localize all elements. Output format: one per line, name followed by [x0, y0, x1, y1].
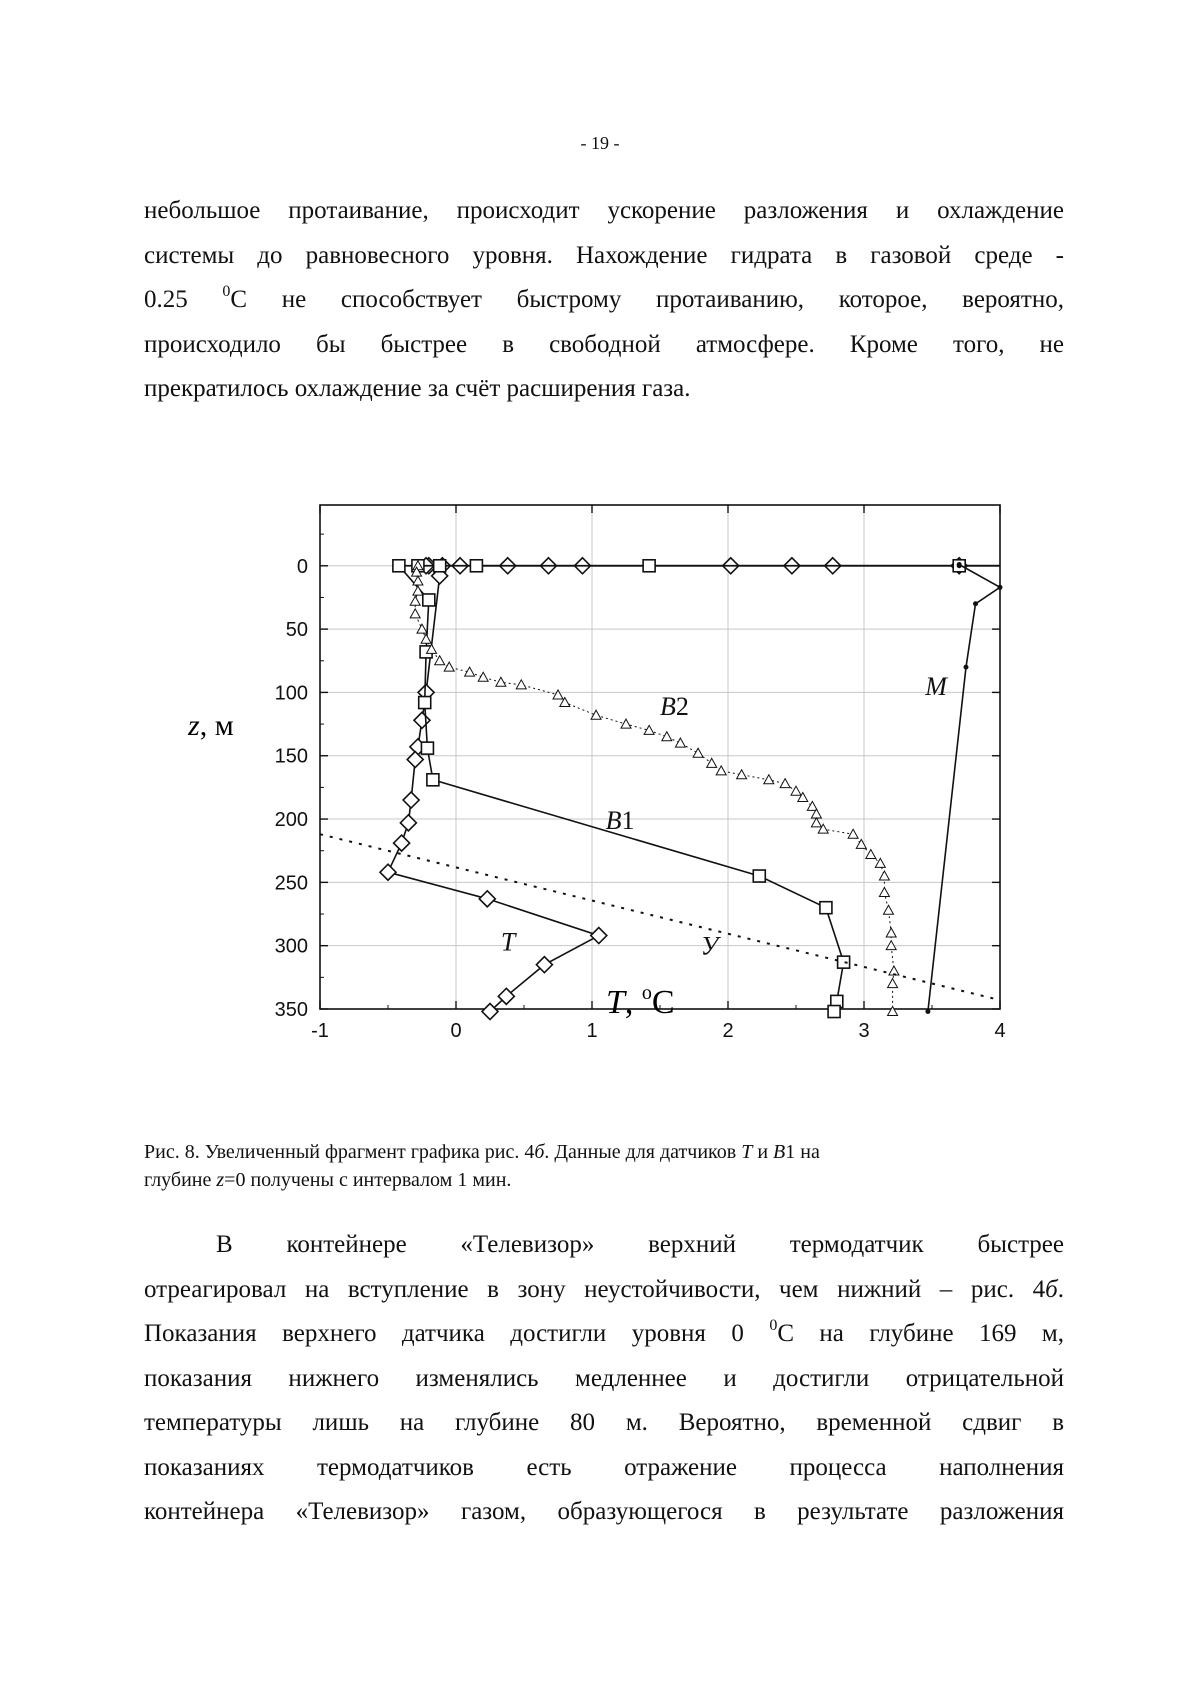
- marker-diamond: [591, 928, 607, 944]
- marker-triangle: [421, 634, 431, 643]
- text-line: Показания верхнего датчика достигли уровня 0 $^0$C на глубине 169 м,: [144, 1316, 1064, 1347]
- text-line: прекратилось охлаждение за счёт расширения газа.: [144, 375, 691, 402]
- marker-diamond: [479, 891, 495, 907]
- axis-ticks: [275, 505, 1006, 1042]
- x-tick-label: -1: [311, 1020, 329, 1042]
- curve-labels: [501, 672, 948, 961]
- caption-line-1: Рис. 8. Увеличенный фрагмент графика рис. 4б. Данные для датчиков T и B1 на: [144, 1141, 820, 1163]
- text-line: показаниях термодатчиков есть отражение процесса наполнения: [144, 1453, 1064, 1481]
- marker-triangle: [848, 829, 858, 838]
- curve-label: M: [925, 671, 947, 701]
- marker-triangle: [888, 1007, 898, 1016]
- degree-sup: 0: [769, 1316, 778, 1334]
- y-tick-label: 150: [274, 745, 308, 768]
- marker-square: [820, 902, 832, 914]
- curve-label: У: [700, 931, 719, 961]
- y-tick-label: 0: [296, 555, 308, 578]
- degree-sup: 0: [222, 282, 231, 300]
- curve-label: B1: [605, 806, 635, 836]
- marker-triangle: [413, 576, 423, 585]
- marker-triangle: [883, 905, 893, 914]
- marker-triangle: [764, 775, 774, 784]
- marker-triangle: [591, 710, 601, 719]
- text-line: контейнера «Телевизор» газом, образующегося в результате разложения: [144, 1498, 1064, 1525]
- marker-dot: [964, 665, 969, 670]
- text-line: происходило бы быстрее в свободной атмосфере. Кроме того, не: [144, 330, 1064, 358]
- marker-diamond: [394, 835, 410, 851]
- x-tick-label: 0: [450, 1020, 462, 1042]
- marker-triangle: [866, 850, 876, 859]
- x-tick-label: 1: [586, 1020, 598, 1042]
- marker-triangle: [621, 719, 631, 728]
- figure-caption: [144, 1138, 1044, 1194]
- marker-diamond: [414, 712, 430, 728]
- marker-triangle: [780, 779, 790, 788]
- marker-square: [393, 560, 405, 572]
- marker-triangle: [879, 871, 889, 880]
- plot-frame: [320, 505, 1000, 1009]
- marker-diamond: [400, 815, 416, 831]
- marker-triangle: [707, 758, 717, 767]
- marker-square: [753, 870, 765, 882]
- series-line: [928, 565, 1000, 1012]
- marker-square: [434, 560, 446, 572]
- marker-triangle: [886, 928, 896, 937]
- marker-triangle: [553, 690, 563, 699]
- paragraph-bottom: [144, 1223, 1064, 1535]
- y-tick-label: 100: [274, 682, 308, 705]
- y-axis-label: z, м: [188, 709, 234, 742]
- text-line: 0.25 $^0$C не способствует быстрому протаиванию, которое, вероятно,: [144, 282, 1064, 313]
- page-number: - 19 -: [580, 133, 620, 153]
- caption-line-2: глубине z=0 получены с интервалом 1 мин.: [144, 1169, 512, 1191]
- x-tick-label: 4: [994, 1020, 1006, 1042]
- text-line: температуры лишь на глубине 80 м. Вероятно, временной сдвиг в: [144, 1409, 1064, 1436]
- marker-triangle: [675, 738, 685, 747]
- marker-triangle: [410, 596, 420, 605]
- marker-dot: [957, 562, 962, 567]
- grid: [320, 505, 1000, 1009]
- series-T: [380, 558, 1000, 1020]
- y-tick-label: 50: [285, 619, 308, 642]
- text-line: системы до равновесного уровня. Нахождение гидрата в газовой среде -: [144, 241, 1064, 269]
- x-tick-label: 2: [722, 1020, 734, 1042]
- text-line: отреагировал на вступление в зону неустойчивости, чем нижний – рис. 4б.: [144, 1275, 1064, 1303]
- marker-triangle: [410, 609, 420, 618]
- marker-triangle: [496, 677, 506, 686]
- marker-square: [427, 774, 439, 786]
- marker-triangle: [662, 732, 672, 741]
- series-M: [925, 562, 1002, 1014]
- marker-triangle: [716, 766, 726, 775]
- marker-diamond: [380, 864, 396, 880]
- paragraph-top: [144, 189, 1064, 412]
- marker-triangle: [856, 839, 866, 848]
- y-tick-label: 350: [274, 999, 308, 1021]
- marker-square: [421, 742, 433, 754]
- text-line: небольшое протаивание, происходит ускорение разложения и охлаждение: [144, 197, 1064, 224]
- plot-border: [320, 505, 1000, 1009]
- marker-square: [643, 560, 655, 572]
- marker-square: [470, 560, 482, 572]
- marker-square: [828, 1006, 840, 1018]
- y-tick-label: 250: [274, 872, 308, 895]
- series-B1: [393, 560, 1000, 1018]
- figure-chart: [0, 490, 1200, 1110]
- marker-triangle: [478, 672, 488, 681]
- marker-square: [838, 956, 850, 968]
- marker-triangle: [791, 786, 801, 795]
- chart-series: [320, 558, 1003, 1020]
- series-line: [415, 566, 894, 1012]
- curve-label: T: [500, 927, 516, 957]
- marker-dot: [998, 585, 1003, 590]
- marker-dot: [973, 601, 978, 606]
- y-tick-label: 300: [274, 935, 308, 958]
- marker-triangle: [444, 662, 454, 671]
- x-axis-label: T, $^o$C: [606, 982, 675, 1021]
- marker-triangle: [693, 748, 703, 757]
- curve-label: B2: [660, 692, 689, 722]
- marker-dot: [925, 1009, 930, 1014]
- x-tick-label: 3: [858, 1020, 870, 1042]
- text-line: показания нижнего изменялись медленнее и достигли отрицательной: [144, 1364, 1064, 1392]
- marker-diamond: [403, 792, 419, 808]
- marker-triangle: [879, 887, 889, 896]
- marker-square: [423, 594, 435, 606]
- marker-triangle: [516, 680, 526, 689]
- marker-triangle: [888, 979, 898, 988]
- marker-triangle: [435, 656, 445, 665]
- y-tick-label: 200: [274, 809, 308, 832]
- marker-square: [419, 697, 431, 709]
- text-line: В контейнере «Телевизор» верхний термодатчик быстрее: [216, 1231, 1064, 1258]
